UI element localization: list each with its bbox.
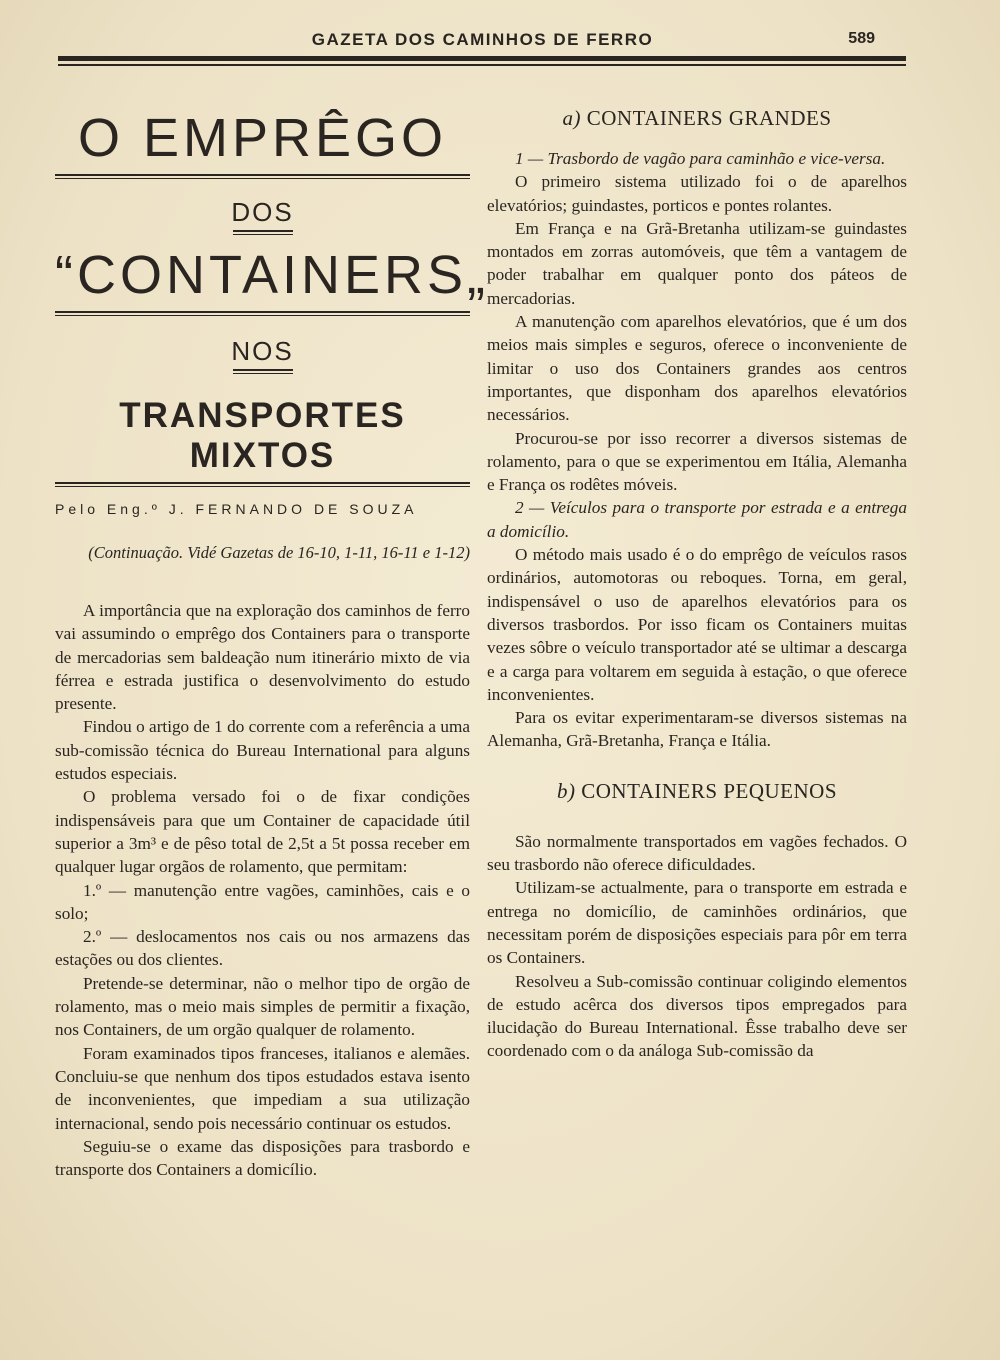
paragraph: O primeiro sistema utilizado foi o de aparelhos elevatórios; guindastes, porticos e pontes rolantes. — [487, 172, 907, 215]
paragraph: A manutenção com aparelhos elevatórios, que é um dos meios mais simples e seguros, oferece o inconveniente de limitar o uso dos Containers grandes aos centros importantes, que disponham dos aparelhos elevatórios necessários. — [487, 312, 907, 425]
section-a-prefix: a) — [562, 106, 581, 130]
title-line-2: “CONTAINERS„ — [55, 245, 489, 305]
paragraph: Utilizam-se actualmente, para o transporte em estrada e entrega no domicílio, de caminhões ordinários, que necessitam porém de disposições especiais para pôr em terra os Containers. — [487, 878, 907, 968]
section-b-heading — [487, 779, 907, 804]
section-a-heading — [487, 106, 907, 131]
title-rule-2 — [55, 311, 470, 316]
header-rule — [58, 56, 906, 61]
byline: Pelo Eng.º J. FERNANDO DE SOUZA — [55, 501, 418, 517]
running-header — [60, 30, 905, 52]
page-number: 589 — [848, 30, 875, 47]
nos-rule — [233, 369, 293, 374]
paragraph: O problema versado foi o de fixar condições indispensáveis para que um Container de capacidade útil superior a 3m³ e de pêso total de 2,5t a 5t possa receber em qualquer lugar orgãos de rolamento, que permitam: — [55, 787, 470, 877]
left-column — [55, 100, 489, 1181]
left-body — [55, 599, 470, 1181]
paragraph: 2.º — deslocamentos nos cais ou nos armazens das estações ou dos clientes. — [55, 927, 470, 970]
paragraph: O método mais usado é o do emprêgo de veículos rasos ordinários, automotoras ou reboques. Torna, em geral, indispensável o uso de aparelhos elevatórios para os diversos trasbordos. Por isso ficam os Containers muitas vezes sôbre o veículo transportador até se ultimar a descarga e a carga para voltarem em seguida à estação, o que oferece inconvenientes. — [487, 545, 907, 704]
continuation-note: (Continuação. Vidé Gazetas de 16-10, 1-11, 16-11 e 1-12) — [88, 543, 470, 562]
paragraph: 1.º — manutenção entre vagões, caminhões, cais e o solo; — [55, 880, 470, 923]
paragraph: Findou o artigo de 1 do corrente com a referência a uma sub-comissão técnica do Bureau International para alguns estudos especiais. — [55, 717, 470, 784]
title-rule-3 — [55, 482, 470, 487]
paragraph: Em França e na Grã-Bretanha utilizam-se guindastes montados em zorras automóveis, que têm a vantagem de poder trabalhar em qualquer ponto dos páteos de mercadorias. — [487, 218, 907, 308]
paragraph: Pretende-se determinar, não o melhor tipo de orgão de rolamento, mas o meio mais simples de permitir a fixação, nos Containers, de um orgão qualquer de rolamento. — [55, 973, 470, 1040]
paragraph: Foram examinados tipos franceses, italianos e alemães. Concluiu-se que nenhum dos tipos estudados estava isento de inconvenientes, que impediam a sua utilização internacional, sendo pois necessário continuar os estudos. — [55, 1043, 470, 1133]
title-line-3: TRANSPORTES MIXTOS — [119, 396, 406, 475]
right-column — [487, 100, 907, 1063]
running-title: GAZETA DOS CAMINHOS DE FERRO — [311, 30, 654, 49]
subsection-1: 1 — Trasbordo de vagão para caminhão e vice-versa. — [515, 149, 886, 168]
title-line-1: O EMPRÊGO — [77, 108, 448, 168]
section-b-prefix: b) — [557, 778, 576, 803]
paragraph: Para os evitar experimentaram-se diversos sistemas na Alemanha, Grã-Bretanha, França e Itália. — [487, 708, 907, 751]
paragraph: Procurou-se por isso recorrer a diversos sistemas de rolamento, para o que se experimentou em Itália, Alemanha e França os rodêtes móveis. — [487, 428, 907, 495]
title-nos: NOS — [231, 336, 294, 366]
section-a-title: CONTAINERS GRANDES — [586, 106, 832, 130]
dos-rule — [233, 230, 293, 235]
title-rule — [55, 174, 470, 179]
subsection-2: 2 — Veículos para o transporte por estrada e a entrega a domicílio. — [487, 498, 907, 541]
paragraph: A importância que na exploração dos caminhos de ferro vai assumindo o emprêgo dos Containers para o transporte de mercadorias sem baldeação num itinerário mixto de via férrea e estrada justifica o desenvolvimento do estudo presente. — [55, 601, 470, 714]
section-b-title: CONTAINERS PEQUENOS — [581, 778, 837, 803]
header-rule-thin — [58, 64, 906, 66]
paragraph: Resolveu a Sub-comissão continuar coligindo elementos de estudo acêrca dos diversos tipos empregados para ilucidação do Bureau International. Êsse trabalho deve ser coordenado com o da análoga Sub-comissão da — [487, 971, 907, 1061]
title-dos: DOS — [231, 197, 294, 227]
paragraph: São normalmente transportados em vagões fechados. O seu trasbordo não oferece dificuldades. — [487, 831, 907, 875]
paragraph: Seguiu-se o exame das disposições para trasbordo e transporte dos Containers a domicílio. — [55, 1136, 470, 1180]
